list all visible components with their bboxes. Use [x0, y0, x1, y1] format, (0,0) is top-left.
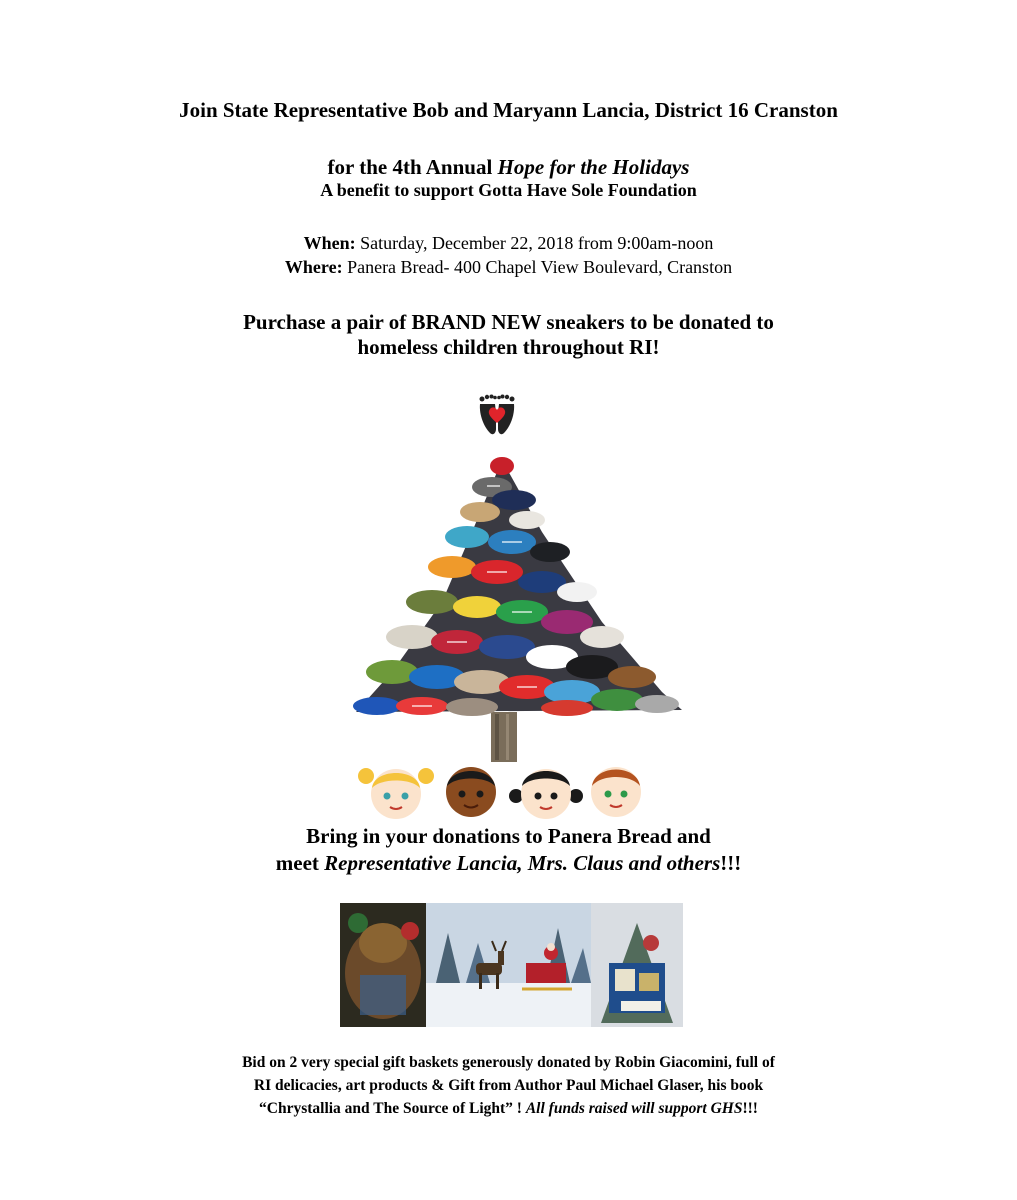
gift-basket-photo-2: [591, 903, 683, 1027]
header-line-2-prefix: for the 4th Annual: [327, 155, 498, 179]
footprints-heart-logo: [476, 393, 518, 439]
when-line: [0, 233, 1017, 254]
when-label: When:: [303, 233, 356, 253]
sleigh-reindeer-photo: [426, 903, 591, 1027]
auction-line-3-prefix: “Chrystallia and The Source of Light” !: [259, 1100, 526, 1117]
auction-line-3-italic: All funds raised will support GHS: [525, 1100, 743, 1117]
header-line-1: Join State Representative Bob and Maryann Lancia, District 16 Cranston: [179, 98, 838, 122]
donations-italic: Representative Lancia, Mrs. Claus and others: [324, 851, 721, 875]
cta-line-1: Purchase a pair of BRAND NEW sneakers to be donated to: [243, 310, 774, 334]
event-name: Hope for the Holidays: [497, 155, 690, 179]
donations-prefix: meet: [275, 851, 325, 875]
auction-line-3-suffix: !!!: [742, 1100, 758, 1117]
auction-line-3: [0, 1100, 1017, 1118]
auction-line-2: RI delicacies, art products & Gift from Author Paul Michael Glaser, his book: [253, 1077, 764, 1094]
child-face-pigtail-girl: [509, 769, 583, 819]
sneaker-christmas-tree: [352, 442, 682, 764]
child-face-redhair-boy: [591, 767, 641, 817]
header-line-2: [0, 155, 1017, 180]
when-value: Saturday, December 22, 2018 from 9:00am-noon: [355, 233, 714, 253]
where-line: [0, 257, 1017, 278]
donations-suffix: !!!: [720, 851, 742, 875]
where-label: Where:: [284, 257, 343, 277]
child-face-dark-boy: [446, 767, 496, 817]
gift-basket-photo-1: [340, 903, 426, 1027]
header-line-3: A benefit to support Gotta Have Sole Foundation: [320, 180, 697, 200]
auction-line-1: Bid on 2 very special gift baskets generously donated by Robin Giacomini, full of: [242, 1054, 775, 1071]
where-value: Panera Bread- 400 Chapel View Boulevard, Cranston: [342, 257, 733, 277]
cta-line-2: homeless children throughout RI!: [357, 335, 660, 359]
donations-line-2: [0, 851, 1017, 876]
four-children-faces: [356, 760, 646, 822]
child-face-blonde-girl: [358, 768, 434, 819]
donations-line-1: Bring in your donations to Panera Bread and: [306, 824, 711, 848]
